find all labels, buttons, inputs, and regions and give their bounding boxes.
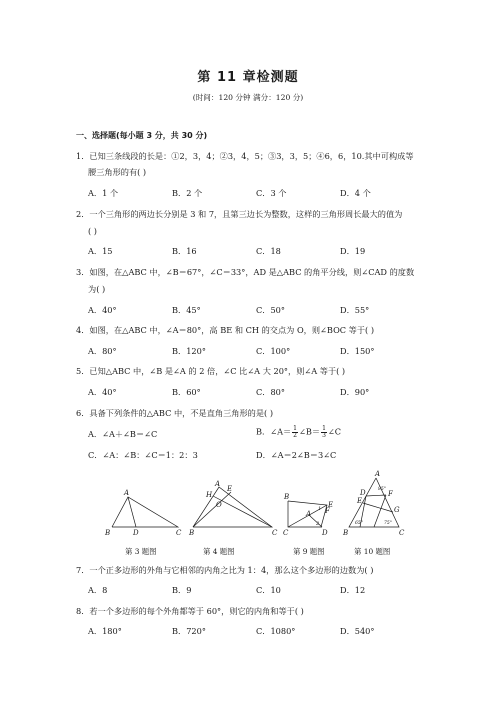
q6-option-b-mid: ∠B＝ xyxy=(299,426,321,437)
q5-option-b: B．60° xyxy=(172,387,201,397)
fig9-label-e: E xyxy=(328,501,334,509)
q6-option-a: A．∠A＋∠B＝∠C xyxy=(88,429,158,439)
q3-option-d: D．55° xyxy=(340,305,370,315)
fig4-label-a: A xyxy=(215,480,221,488)
caption-fig-4: 第 4 题图 xyxy=(203,547,235,556)
caption-fig-9: 第 9 题图 xyxy=(293,547,325,556)
q7-option-b: B．9 xyxy=(172,585,192,595)
section-heading: 一、选择题(每小题 3 分，共 30 分) xyxy=(76,131,208,140)
fraction-half-num: 1 xyxy=(293,425,297,432)
q7-option-d: D．12 xyxy=(340,585,366,595)
question-3-stem: 3．如图，在△ABC 中，∠B＝67°，∠C＝33°，AD 是△ABC 的角平分线，则∠CAD 的度数 xyxy=(76,267,415,277)
question-5-stem: 5．已知△ABC 中，∠B 是∠A 的 2 倍，∠C 比∠A 大 20°，则∠A 等于( ) xyxy=(76,366,346,376)
q1-option-a: A．1 个 xyxy=(88,188,119,198)
caption-fig-10: 第 10 题图 xyxy=(354,547,391,556)
q6-option-d: D．∠A＝2∠B＝3∠C xyxy=(256,450,337,460)
fig9-label-f: F xyxy=(325,507,330,515)
fig4-label-o: O xyxy=(216,501,222,509)
fraction-half-den: 2 xyxy=(293,432,297,439)
question-6-stem: 6．具备下列条件的△ABC 中，不是直角三角形的是( ) xyxy=(76,408,274,418)
q5-option-a: A．40° xyxy=(88,387,117,397)
fig10-label-b: B xyxy=(343,529,349,537)
q2-option-d: D．19 xyxy=(340,246,366,256)
fig9-label-d: D xyxy=(322,529,328,537)
fig4-label-b: B xyxy=(189,529,195,537)
q8-option-d: D．540° xyxy=(340,626,375,636)
q1-option-c: C．3 个 xyxy=(256,188,287,198)
figure-4 xyxy=(193,487,272,527)
fig10-line-df xyxy=(366,495,386,496)
q1-option-d: D．4 个 xyxy=(340,188,371,198)
q2-option-c: C．18 xyxy=(256,246,281,256)
question-1-stem-cont: 腰三角形的有( ) xyxy=(88,167,147,177)
question-8-stem: 8．若一个多边形的每个外角都等于 60°，则它的内角和等于( ) xyxy=(76,606,304,616)
fig9-label-c: C xyxy=(283,529,289,537)
q4-option-a: A．80° xyxy=(88,346,117,356)
fig10-label-g: G xyxy=(394,506,400,514)
fig10-label-a: A xyxy=(375,470,381,478)
q6-option-b-suffix: ∠C xyxy=(327,426,342,437)
fig3-label-a: A xyxy=(124,489,130,497)
question-2-stem-cont: ( ) xyxy=(88,226,97,236)
q6-option-b-prefix: B．∠A＝ xyxy=(256,426,292,437)
fig3-triangle xyxy=(112,497,178,527)
question-2-stem: 2．一个三角形的两边长分别是 3 和 7，且第三边长为整数，这样的三角形周长最大的值为 xyxy=(76,209,403,219)
fig10-label-c: C xyxy=(399,529,405,537)
fig10-angle-75: 75° xyxy=(384,521,392,526)
q6-option-c: C．∠A：∠B：∠C＝1：2：3 xyxy=(88,450,198,460)
caption-fig-3: 第 3 题图 xyxy=(125,547,157,556)
fig9-label-b: B xyxy=(284,493,290,501)
fig10-label-d: D xyxy=(360,489,366,497)
q8-option-a: A．180° xyxy=(88,626,122,636)
q2-option-b: B．16 xyxy=(172,246,197,256)
question-3-stem-cont: 为( ) xyxy=(88,284,106,294)
q3-option-a: A．40° xyxy=(88,305,117,315)
fig9-label-a: A xyxy=(306,510,312,518)
q7-option-c: C．10 xyxy=(256,585,281,595)
q5-option-d: D．90° xyxy=(340,387,370,397)
fig3-label-c: C xyxy=(176,529,182,537)
q3-option-c: C．50° xyxy=(256,305,285,315)
q8-option-c: C．1080° xyxy=(256,626,296,636)
fig9-angle-2: 2 xyxy=(316,521,320,527)
fig10-label-e: E xyxy=(357,497,363,505)
fig3-bisector xyxy=(128,497,136,527)
q1-option-b: B．2 个 xyxy=(172,188,203,198)
fig4-label-e: E xyxy=(227,485,233,493)
question-7-stem: 7．一个正多边形的外角与它相邻的内角之比为 1：4，那么这个多边形的边数为( ) xyxy=(76,565,374,575)
q7-option-a: A．8 xyxy=(88,585,108,595)
q4-option-b: B．120° xyxy=(172,346,206,356)
figure-3 xyxy=(112,497,178,527)
fig9-angle-1: 1 xyxy=(318,506,322,512)
fig4-label-c: C xyxy=(272,529,278,537)
fig10-label-f: F xyxy=(388,490,393,498)
question-4-stem: 4．如图，在△ABC 中，∠A＝80°，高 BE 和 CH 的交点为 O，则∠BOC 等于( ) xyxy=(76,325,375,335)
fig3-label-b: B xyxy=(105,529,111,537)
page-subtitle: (时间：120 分钟 满分：120 分) xyxy=(192,93,304,102)
q4-option-c: C．100° xyxy=(256,346,291,356)
q4-option-d: D．150° xyxy=(340,346,375,356)
question-1-stem: 1．已知三条线段的长是：①2，3，4；②3，4，5；③3，3，5；④6，6，10.其中可构成等 xyxy=(76,151,414,161)
fig10-angle-65: 65° xyxy=(355,521,363,526)
q8-option-b: B．720° xyxy=(172,626,206,636)
fraction-third-den: 3 xyxy=(322,432,326,439)
fraction-third-num: 1 xyxy=(322,425,326,432)
fig3-label-d: D xyxy=(133,529,139,537)
q5-option-c: C．80° xyxy=(256,387,285,397)
page-title: 第 11 章检测题 xyxy=(197,70,299,85)
fig4-label-h: H xyxy=(206,491,213,499)
q3-option-b: B．45° xyxy=(172,305,201,315)
fig4-altitude-ch xyxy=(213,496,272,527)
fig10-angle-85: 85° xyxy=(378,487,386,492)
q2-option-a: A．15 xyxy=(88,246,113,256)
